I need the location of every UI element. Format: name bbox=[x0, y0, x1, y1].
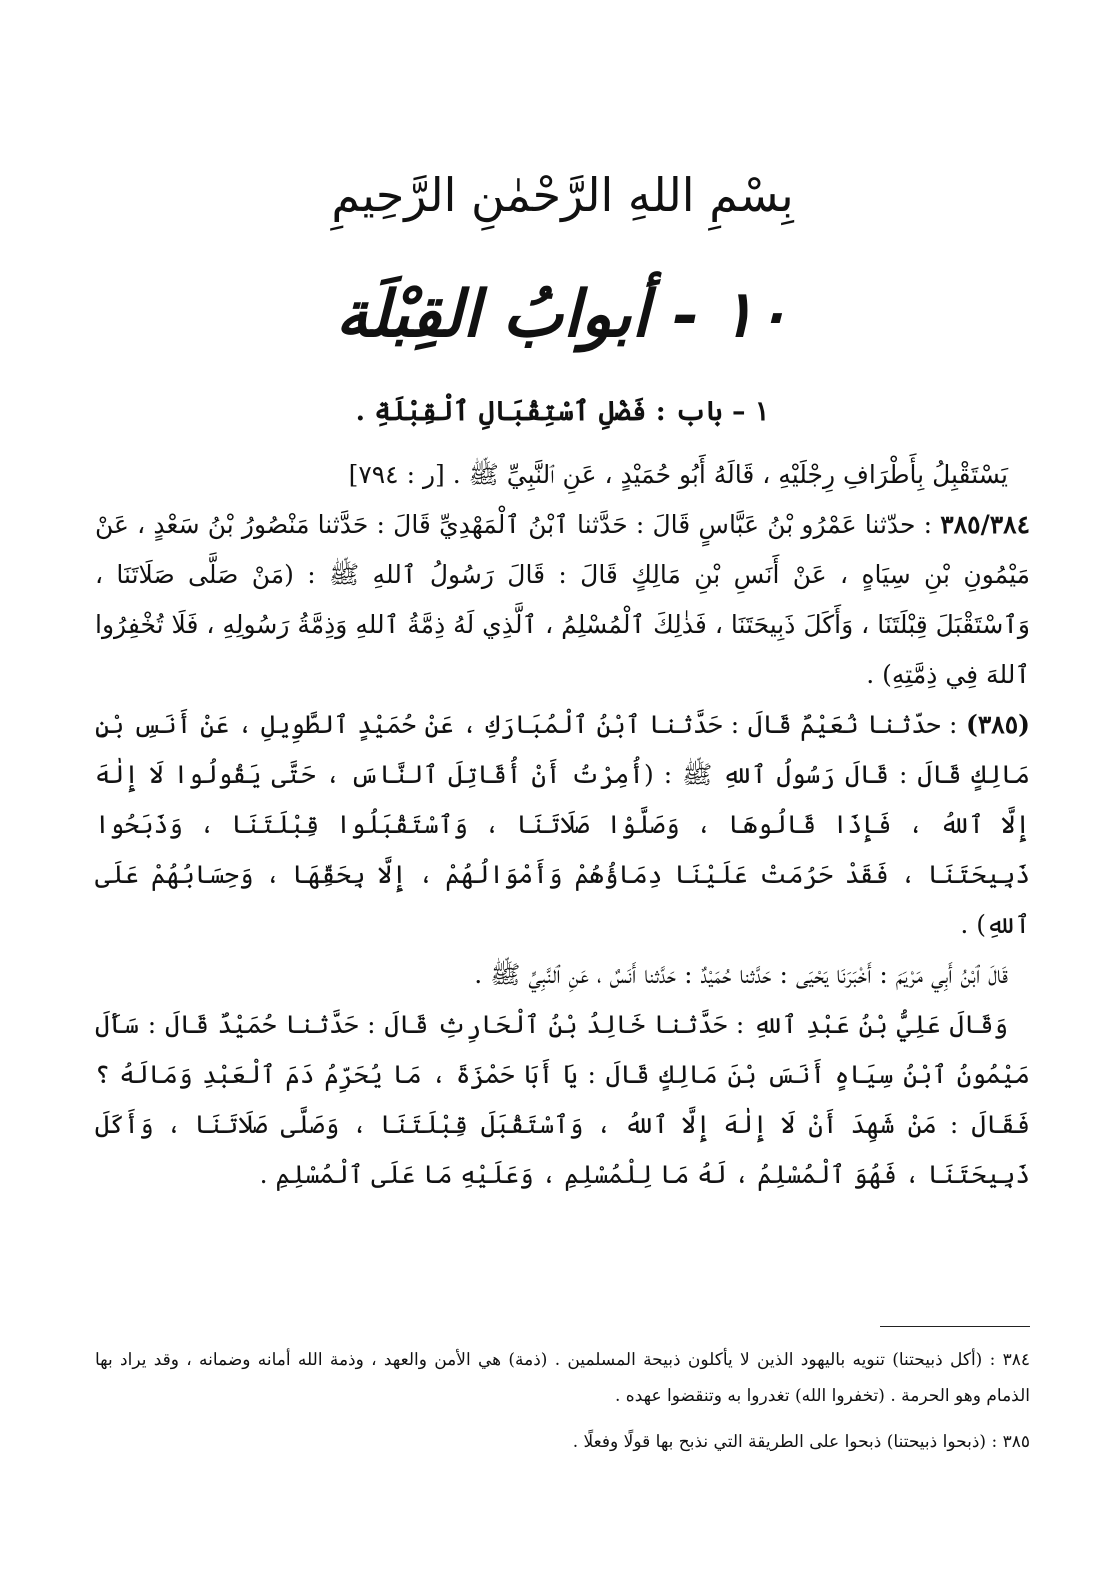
paragraph-text: يَسْتَقْبِلُ بِأَطْرَافِ رِجْلَيْهِ ، قَالَهُ أَبُو حُمَيْدٍ ، عَنِ ٱلنَّبِيِّ ﷺ . [ر : ٧٩٤] bbox=[348, 460, 1008, 489]
paragraph-text: : حدّثنا نُعَيْمٌ قَالَ : حَدَّثنا ٱبْنُ ٱلْمُبَارَكِ ، عَنْ حُمَيْدٍ ٱلطَّوِيلِ ، عَنْ أَنَسِ بْنِ مَالِكٍ قَالَ : قَالَ رَسُولُ ٱللهِ ﷺ : (أُمِرْتُ أَنْ أُقَاتِلَ ٱلنَّاسَ ، حَتَّى يَقُولُوا لَا إِلٰهَ إِلَّا ٱللهُ ، فَإِذَا قَالُوهَا ، وَصَلَّوْا صَلَاتَنَا ، وَٱسْتَقْبَلُوا قِبْلَتَنَا ، وَذَبَحُوا ذَبِيحَتَنَا ، فَقَدْ حَرُمَتْ عَلَيْنَا دِمَاؤُهُمْ وَأَمْوَالُهُمْ ، إِلَّا بِحَقِّهَا ، وَحِسَابُهُمْ عَلَى ٱللهِ) . bbox=[95, 710, 1030, 939]
hadith-body bbox=[95, 450, 1030, 1200]
paragraph bbox=[95, 450, 1030, 500]
paragraph bbox=[95, 1000, 1030, 1200]
hadith-number: (٣٨٥) bbox=[966, 710, 1030, 739]
paragraph-text: : حدّثنا عَمْرُو بْنُ عَبَّاسٍ قَالَ : حَدَّثنا ٱبْنُ ٱلْمَهْدِيِّ قَالَ : حَدَّثنا مَنْصُورُ بْنُ سَعْدٍ ، عَنْ مَيْمُونِ بْنِ سِيَاهٍ ، عَنْ أَنَسِ بْنِ مَالِكٍ قَالَ : قَالَ رَسُولُ ٱللهِ ﷺ : (مَنْ صَلَّى صَلَاتَنَا ، وَٱسْتَقْبَلَ قِبْلَتَنَا ، وَأَكَلَ ذَبِيحَتَنَا ، فَذٰلِكَ ٱلْمُسْلِمُ ، ٱلَّذِي لَهُ ذِمَّةُ ٱللهِ وَذِمَّةُ رَسُولِهِ ، فَلَا تُخْفِرُوا ٱللهَ فِي ذِمَّتِهِ) . bbox=[95, 510, 1030, 689]
paragraph-text: قَالَ ٱبْنُ أَبِي مَرْيَمَ : أَخْبَرَنَا يَحْيَى : حَدَّثنا حُمَيْدٌ : حَدَّثنا أَنَسٌ ، عَنِ ٱلنَّبِيِّ ﷺ . bbox=[474, 960, 1008, 989]
footnotes bbox=[95, 1342, 1030, 1470]
book-page bbox=[95, 0, 1030, 1595]
footnote: ٣٨٥ : (ذبحوا ذبيحتنا) ذبحوا على الطريقة التي نذبح بها قولًا وفعلًا . bbox=[572, 1432, 1030, 1452]
footnote: ٣٨٤ : (أكل ذبيحتنا) تنويه باليهود الذين لا يأكلون ذبيحة المسلمين . (ذمة) هي الأمن والعهد ، وذمة الله أمانه وضمانه ، وقد يراد بها الذمام وهو الحرمة . (تخفروا الله) تغدروا به وتنقضوا عهده . bbox=[95, 1350, 1030, 1406]
paragraph-text: وَقَالَ عَلِيُّ بْنُ عَبْدِ ٱللهِ : حَدَّثنا خَالِدُ بْنُ ٱلْحَارِثِ قَالَ : حَدَّثنا حُمَيْدٌ قَالَ : سَأَلَ مَيْمُونُ ٱبْنُ سِيَاهٍ أَنَسَ بْنَ مَالِكٍ قَالَ : يَا أَبَا حَمْزَةَ ، مَا يُحَرِّمُ دَمَ ٱلْعَبْدِ وَمَالَهُ ؟ فَقَالَ : مَنْ شَهِدَ أَنْ لَا إِلٰهَ إِلَّا ٱللهُ ، وَٱسْتَقْبَلَ قِبْلَتَنَا ، وَصَلَّى صَلَاتَنَا ، وَأَكَلَ ذَبِيحَتَنَا ، فَهُوَ ٱلْمُسْلِمُ ، لَهُ مَا لِلْمُسْلِمِ ، وَعَلَيْهِ مَا عَلَى ٱلْمُسْلِمِ . bbox=[95, 1010, 1030, 1189]
chapter-title: ١٠ - أبوابُ القِبْلَة bbox=[335, 277, 790, 352]
paragraph bbox=[95, 500, 1030, 700]
paragraph bbox=[95, 950, 1030, 1000]
section-heading bbox=[95, 390, 1030, 434]
section-title: فَضْلِ ٱسْتِقْبَالِ ٱلْقِبْلَةِ . bbox=[355, 396, 647, 427]
basmala: بِسْمِ اللهِ الرَّحْمٰنِ الرَّحِيمِ bbox=[331, 168, 794, 222]
footnote-divider bbox=[880, 1326, 1030, 1327]
paragraph bbox=[95, 700, 1030, 950]
hadith-number: ٣٨٥/٣٨٤ bbox=[940, 510, 1030, 539]
section-number: ١ – باب : bbox=[655, 396, 770, 427]
